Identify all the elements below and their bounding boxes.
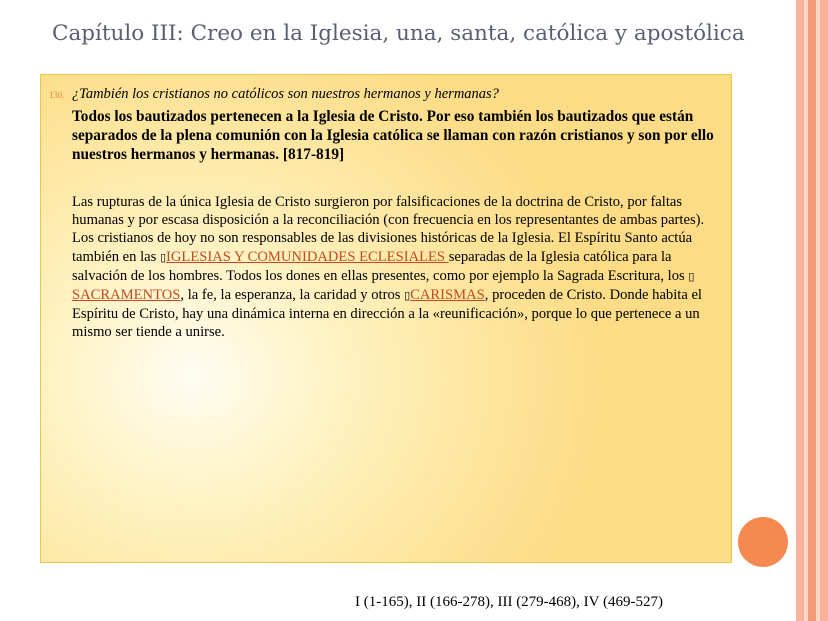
missing-glyph-icon: ▯	[404, 290, 411, 303]
answer-body	[72, 193, 727, 342]
answer-summary: Todos los bautizados pertenecen a la Iglesia de Cristo. Por eso también los bautizados que están separados de la plena comunión con la Iglesia católica se llaman con razón cristianos y son por ello nuestros hermanos y hermanas. [817-819]	[72, 108, 714, 163]
question-number: 130.	[49, 90, 65, 100]
body-part-4: , proceden de Cristo. Donde habita el Espíritu de Cristo, hay una dinámica interna en dirección a la «reunificación», porque lo que pertenece a un mismo ser tiende a unirse.	[72, 287, 702, 341]
body-part-2: separadas de la Iglesia católica para la salvación de los hombres. Todos los dones en ellas presentes, como por ejemplo la Sagrada Escritura, los	[72, 248, 689, 284]
missing-glyph-icon: ▯	[688, 270, 695, 283]
link-sacramentos[interactable]: SACRAMENTOS	[72, 287, 181, 304]
link-iglesias-comunidades[interactable]: IGLESIAS Y COMUNIDADES ECLESIALES	[166, 248, 449, 265]
content-box	[40, 74, 732, 563]
body-part-3: , la fe, la esperanza, la caridad y otros	[180, 287, 405, 304]
decorative-side-stripes	[796, 0, 828, 621]
question-row	[49, 83, 499, 103]
link-carismas[interactable]: CARISMAS	[410, 287, 485, 304]
footer-ranges: I (1-165), II (166-278), III (279-468), IV (469-527)	[355, 594, 663, 610]
missing-glyph-icon: ▯	[159, 251, 167, 264]
slide-title: Capítulo III: Creo en la Iglesia, una, santa, católica y apostólica	[52, 21, 745, 46]
body-part-1: Las rupturas de la única Iglesia de Cristo surgieron por falsificaciones de la doctrina de Cristo, por faltas humanas y por escasa disposición a la reconciliación (con frecuencia en los representantes de ambas partes). Los cristianos de hoy no son responsables de las divisiones históricas de la Iglesia. El Espíritu Santo actúa también en las	[72, 194, 705, 265]
question-text: ¿También los cristianos no católicos son nuestros hermanos y hermanas?	[71, 86, 499, 102]
decorative-circle	[738, 517, 788, 567]
